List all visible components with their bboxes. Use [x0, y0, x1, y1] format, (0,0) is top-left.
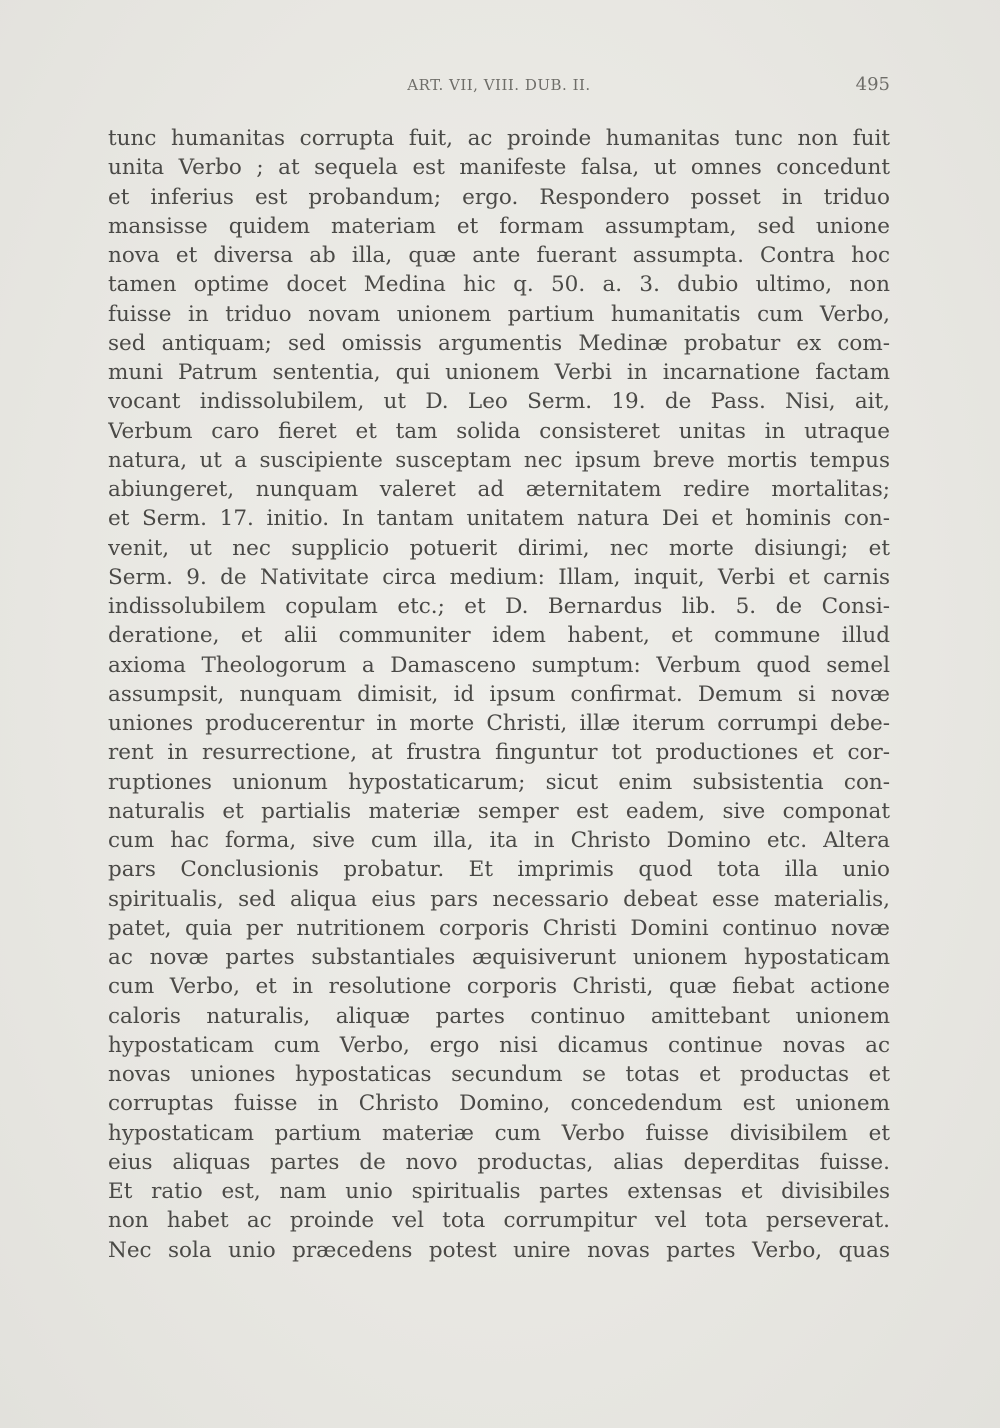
text-line: cum Verbo, et in resolutione corporis Christi, quæ fiebat actione [108, 974, 890, 1000]
text-line: non habet ac proinde vel tota corrumpitur vel tota perseverat. [108, 1208, 890, 1234]
text-line: uniones producerentur in morte Christi, illæ iterum corrumpi debe- [108, 711, 890, 736]
body-text [108, 124, 890, 1265]
text-line: muni Patrum sententia, qui unionem Verbi in incarnatione factam [108, 360, 890, 385]
text-line: rent in resurrectione, at frustra finguntur tot productiones et cor- [108, 740, 890, 766]
text-line: ac novæ partes substantiales æquisiverunt unionem hypostaticam [108, 945, 890, 970]
text-line: et inferius est probandum; ergo. Respondero posset in triduo [108, 184, 890, 210]
text-line: naturalis et partialis materiæ semper est eadem, sive componat [108, 798, 890, 824]
text-line: Et ratio est, nam unio spiritualis partes extensas et divisibiles [108, 1179, 890, 1204]
text-line: spiritualis, sed aliqua eius pars necessario debeat esse materialis, [108, 886, 890, 912]
text-line: indissolubilem copulam etc.; et D. Bernardus lib. 5. de Consi- [108, 594, 890, 619]
running-title: ART. VII, VIII. DUB. II. [407, 76, 591, 94]
text-line: tunc humanitas corrupta fuit, ac proinde humanitas tunc non fuit [108, 126, 890, 151]
text-line: cum hac forma, sive cum illa, ita in Christo Domino etc. Altera [108, 828, 890, 853]
text-line: deratione, et alii communiter idem habent, et commune illud [108, 623, 890, 649]
text-line: sed antiquam; sed omissis argumentis Medinæ probatur ex com- [108, 330, 890, 356]
text-line: abiungeret, nunquam valeret ad æternitatem redire mortalitas; [108, 477, 890, 502]
text-line: unita Verbo ; at sequela est manifeste falsa, ut omnes concedunt [108, 155, 890, 181]
text-line: ruptiones unionum hypostaticarum; sicut enim subsistentia con- [108, 769, 890, 795]
text-line: eius aliquas partes de novo productas, alias deperditas fuisse. [108, 1149, 890, 1175]
running-head [108, 74, 890, 98]
text-line: tamen optime docet Medina hic q. 50. a. 3. dubio ultimo, non [108, 272, 890, 298]
text-line: natura, ut a suscipiente susceptam nec ipsum breve mortis tempus [108, 447, 890, 473]
text-line: venit, ut nec supplicio potuerit dirimi, nec morte disiungi; et [108, 535, 890, 561]
text-line: Verbum caro fieret et tam solida consisteret unitas in utraque [108, 418, 890, 444]
text-line: nova et diversa ab illa, quæ ante fuerant assumpta. Contra hoc [108, 243, 890, 268]
text-line: vocant indissolubilem, ut D. Leo Serm. 19. de Pass. Nisi, ait, [108, 389, 890, 415]
text-line: fuisse in triduo novam unionem partium humanitatis cum Verbo, [108, 301, 890, 327]
text-line: caloris naturalis, aliquæ partes continuo amittebant unionem [108, 1003, 890, 1029]
text-line: Nec sola unio præcedens potest unire novas partes Verbo, quas [108, 1237, 890, 1263]
page-number: 495 [855, 74, 890, 95]
text-line: axioma Theologorum a Damasceno sumptum: Verbum quod semel [108, 652, 890, 678]
text-line: assumpsit, nunquam dimisit, id ipsum confirmat. Demum si novæ [108, 681, 890, 707]
text-line: pars Conclusionis probatur. Et imprimis quod tota illa unio [108, 857, 890, 883]
text-line: patet, quia per nutritionem corporis Christi Domini continuo novæ [108, 915, 890, 941]
text-line: corruptas fuisse in Christo Domino, concedendum est unionem [108, 1091, 890, 1117]
text-line: et Serm. 17. initio. In tantam unitatem natura Dei et hominis con- [108, 506, 890, 532]
text-line: mansisse quidem materiam et formam assumptam, sed unione [108, 213, 890, 239]
text-line: Serm. 9. de Nativitate circa medium: Illam, inquit, Verbi et carnis [108, 564, 890, 590]
text-line: hypostaticam partium materiæ cum Verbo fuisse divisibilem et [108, 1120, 890, 1146]
text-line: hypostaticam cum Verbo, ergo nisi dicamus continue novas ac [108, 1032, 890, 1058]
text-line: novas uniones hypostaticas secundum se totas et productas et [108, 1062, 890, 1087]
